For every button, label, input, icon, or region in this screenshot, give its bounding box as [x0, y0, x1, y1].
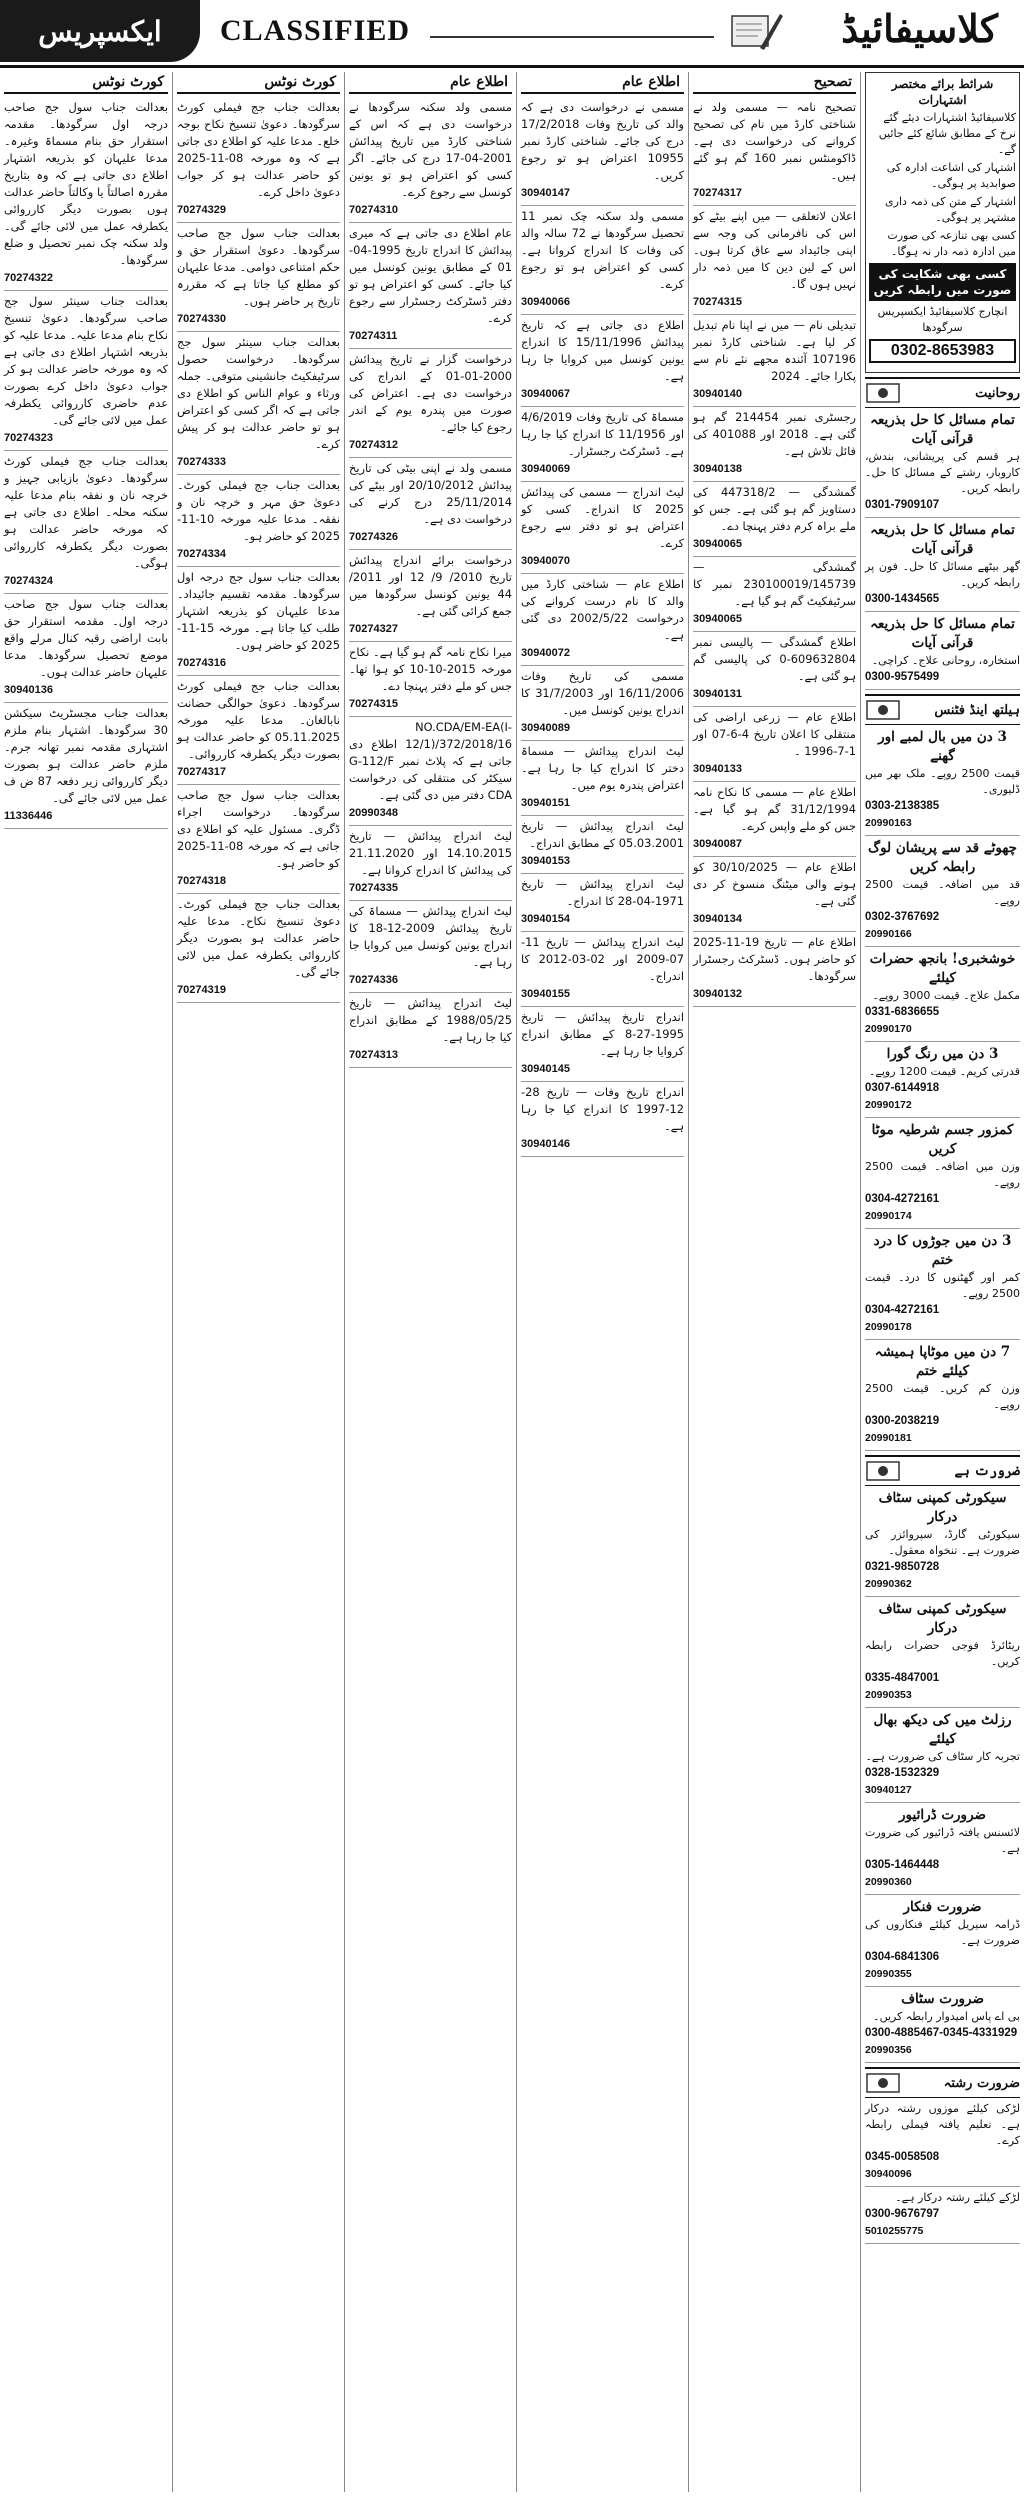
ad-ref-number: 20990170 [865, 1023, 912, 1035]
express-logo: ایکسپریس [0, 0, 200, 62]
notice-ref-number: 20990348 [349, 807, 398, 819]
ad-phone: 0301-7909107 [865, 499, 940, 511]
notice [693, 557, 856, 632]
ad-body: لائسنس یافتہ ڈرائیور کی ضرورت ہے۔ [865, 1826, 1020, 1855]
notice [693, 97, 856, 206]
notice-ref-number: 70274324 [4, 575, 53, 587]
notice [693, 407, 856, 482]
notice [177, 676, 340, 785]
notice-ref-number: 30940131 [693, 688, 742, 700]
notice [349, 97, 512, 223]
notice-ref-number: 30940070 [521, 555, 570, 567]
notice-ref-number: 30940089 [521, 722, 570, 734]
notice [177, 223, 340, 332]
ad-ref-number: 20990166 [865, 928, 912, 940]
classified-ad [865, 1895, 1020, 1987]
notice-text: مسمی نے درخواست دی ہے کہ والد کی تاریخ وفات 17/2/2018 درج کی جائے۔ شناختی کارڈ نمبر 10955 اعتراض ہو تو رجوع کریں۔ [521, 100, 684, 182]
ad-phone: 0300-4885467-0345-4331929 [865, 2027, 1018, 2039]
notice-text: بعدالت جناب سول جج درجہ اول سرگودھا۔ مقدمہ تقسیم جائیداد۔ مدعا علیہان کو بذریعہ اشتہار طلب کیا جاتا ہے۔ مورخہ 15-11-2025 کو حاضر ہوں۔ [177, 570, 340, 652]
notice-ref-number: 70274329 [177, 204, 226, 216]
classified-ad [865, 408, 1020, 518]
ad-body: ڈرامہ سیریل کیلئے فنکاروں کی ضرورت ہے۔ [865, 1918, 1020, 1947]
ad-title: رزلٹ میں کی دیکھ بھال کیلئے [873, 1712, 1012, 1747]
notice [521, 932, 684, 1007]
notice-ref-number: 70274323 [4, 432, 53, 444]
notice [349, 550, 512, 642]
notice-text: مسمی کی تاریخ وفات 16/11/2006 اور 31/7/2003 کا اندراج یونین کونسل میں۔ [521, 669, 684, 717]
ad-phone: 0304-4272161 [865, 1193, 940, 1205]
notice-text: بعدالت جناب سول جج صاحب سرگودھا۔ درخواست اجراء ڈگری۔ مسئول علیہ کو اطلاع دی جاتی ہے کہ مورخہ 08-11-2025 کو حاضر ہو۔ [177, 788, 340, 870]
notice [521, 1007, 684, 1082]
notice-ref-number: 70274334 [177, 548, 226, 560]
ad-body: ریٹائرڈ فوجی حضرات رابطہ کریں۔ [865, 1639, 1020, 1668]
ad-ref-number: 20990178 [865, 1321, 912, 1333]
notice [693, 932, 856, 1007]
ad-phone: 0300-1434565 [865, 593, 940, 605]
rule-item: کسی بھی تنازعہ کی صورت میں ادارہ ذمہ دار نہ ہوگا۔ [887, 229, 1016, 258]
column-header [177, 72, 340, 94]
notice [177, 332, 340, 475]
notice-ref-number: 11336446 [4, 810, 53, 822]
notice-text: بعدالت جناب جج فیملی کورٹ سرگودھا۔ دعویٰ تنسیخ نکاح بوجہ خلع۔ مدعا علیہ کو اطلاع دی جاتی ہے کہ وہ مورخہ 08-11-2025 کو حاضر عدالت ہو کر جواب دعویٰ داخل کرے۔ [177, 100, 340, 199]
classified-ad [865, 836, 1020, 947]
ad-title: ضرورت فنکار [903, 1899, 982, 1915]
notice-text: تبدیلی نام — میں نے اپنا نام تبدیل کر لیا ہے۔ شناختی کارڈ نمبر 107196 آئندہ مجھے نئے نام سے پکارا جائے۔ 2024 [693, 318, 856, 383]
ad-title: خوشخبری! بانجھ حضرات کیلئے [869, 951, 1016, 986]
notice-text: میرا نکاح نامہ گم ہو گیا ہے۔ نکاح مورخہ 2015-10-10 کو ہوا تھا۔ جس کو ملے دفتر پہنچا دے۔ [349, 645, 512, 693]
notice-ref-number: 30940147 [521, 187, 570, 199]
rule-item: اشتہار کی اشاعت ادارہ کی صوابدید پر ہوگی۔ [886, 161, 1016, 190]
notice [693, 782, 856, 857]
ad-phone: 0328-1532329 [865, 1767, 940, 1779]
column-header [521, 72, 684, 94]
category-header [865, 1455, 1020, 1486]
notice-ref-number: 70274316 [177, 657, 226, 669]
rules-title: شرائط برائے مختصر اشتہارات [891, 77, 994, 107]
notice-ref-number: 30940069 [521, 463, 570, 475]
column-court-notices-1 [0, 72, 172, 2492]
notice [349, 642, 512, 717]
notice-ref-number: 30940155 [521, 988, 570, 1000]
ad-title: تمام مسائل کا حل بذریعہ قرآنی آیات [870, 616, 1015, 651]
contact-phone: 0302-8653983 [869, 339, 1016, 363]
notice-text: بعدالت جناب مجسٹریٹ سیکشن 30 سرگودھا۔ اشتہار بنام ملزم اشتہاری مقدمہ نمبر تھانہ جرم۔ ملزم حاضر عدالت ہو بصورت دیگر کارروائی زیر دفعہ 87 ض ف عمل میں لائی جائے گی۔ [4, 706, 168, 805]
category-icon [865, 2071, 901, 2095]
ad-title: ضرورت سٹاف [901, 1991, 984, 2007]
notice-ref-number: 70274310 [349, 204, 398, 216]
notice-text: مسمی ولد سکنہ سرگودھا نے درخواست دی ہے کہ اس کے شناختی کارڈ میں تاریخ پیدائش 2001-04-17 درج کی جائے۔ اگر کسی کو اعتراض ہو تو یونین کونسل سے رجوع کرے۔ [349, 100, 512, 199]
notice [4, 703, 168, 829]
category-title: ضرورت رشتہ [943, 2075, 1020, 2091]
ad-phone: 0305-1464448 [865, 1859, 940, 1871]
notice-ref-number: 30940072 [521, 647, 570, 659]
notice-text: لیٹ اندراج — مسمی کی پیدائش 2025 کا اندراج۔ کسی کو اعتراض ہو تو دفتر سے رجوع کرے۔ [521, 485, 684, 550]
rules-list [869, 110, 1016, 260]
notice [349, 717, 512, 826]
notice [693, 206, 856, 315]
notice-text: مسماۃ کی تاریخ وفات 4/6/2019 اور 11/1956 کا اندراج کیا جا رہا ہے۔ ڈسٹرکٹ رجسٹرار۔ [521, 410, 684, 458]
classified-ad [865, 612, 1020, 690]
ad-phone: 0321-9850728 [865, 1561, 940, 1573]
notice-ref-number: 30940146 [521, 1138, 570, 1150]
notice-ref-number: 70274319 [177, 984, 226, 996]
notice-ref-number: 70274315 [349, 698, 398, 710]
notice-text: تصحیح نامہ — مسمی ولد نے شناختی کارڈ میں نام کی تصحیح کروانے کی درخواست دی ہے۔ ڈاکومنٹس نمبر 160 گم ہو گئے ہیں۔ [693, 100, 856, 182]
ad-phone: 0304-6841306 [865, 1951, 940, 1963]
notice-ref-number: 70274333 [177, 456, 226, 468]
notice-ref-number: 70274326 [349, 531, 398, 543]
ad-body: قد میں اضافہ۔ قیمت 2500 روپے۔ [865, 878, 1020, 907]
column-header-label: کورٹ نوٹس [88, 74, 168, 91]
ad-ref-number: 30940096 [865, 2168, 912, 2180]
ad-body: سیکورٹی گارڈ، سپروائزر کی ضرورت ہے۔ تنخواہ معقول۔ [865, 1528, 1020, 1557]
notice [4, 451, 168, 594]
notice-ref-number: 30940138 [693, 463, 742, 475]
classified-ad [865, 1597, 1020, 1708]
notice [349, 349, 512, 458]
masthead-divider [430, 36, 714, 38]
notice-text: NO.CDA/EM-EA(I-12/1)/372/2018/16 اطلاع دی جاتی ہے کہ پلاٹ نمبر G-112/F سیکٹر کی منتقلی کی درخواست CDA دفتر میں دی گئی ہے۔ [349, 720, 512, 802]
ad-body: وزن کم کریں۔ قیمت 2500 روپے۔ [865, 1382, 1020, 1411]
notice-ref-number: 70274313 [349, 1049, 398, 1061]
notice-text: درخواست گزار نے تاریخ پیدائش 2000-01-01 کے اندراج کی درخواست دی ہے۔ اعتراض کی صورت میں پندرہ یوم کے اندر رجوع کیا جائے۔ [349, 352, 512, 434]
notice [521, 816, 684, 874]
ad-phone: 0304-4272161 [865, 1304, 940, 1316]
complaint-banner: کسی بھی شکایت کی صورت میں رابطہ کریں [869, 263, 1016, 301]
rule-item: کلاسیفائیڈ اشتہارات دیئے گئے نرخ کے مطابق شائع کئے جائیں گے۔ [878, 111, 1016, 156]
notice [349, 826, 512, 901]
classified-ad [865, 2098, 1020, 2187]
category-title: روحانیت [975, 385, 1020, 401]
ad-title: چھوٹے قد سے پریشان لوگ رابطہ کریں [868, 840, 1017, 875]
column-header-label: تصحیح [810, 74, 856, 91]
notice-text: گمشدگی — 447318/2 کی دستاویز گم ہو گئی ہے۔ جس کو ملے براہ کرم دفتر پہنچا دے۔ [693, 485, 856, 533]
contact-label: انچارج کلاسیفائیڈ ایکسپریس سرگودھا [877, 305, 1008, 334]
ad-title: 3 دن میں جوڑوں کا درد ختم [873, 1233, 1012, 1268]
notice [693, 857, 856, 932]
notice-text: اطلاع دی جاتی ہے کہ تاریخ پیدائش 15/11/1996 کا اندراج یونین کونسل میں کروایا جا رہا ہے۔ [521, 318, 684, 383]
notice [693, 482, 856, 557]
notice-text: لیٹ اندراج پیدائش — تاریخ 14.10.2015 اور 21.11.2020 کی پیدائش کا اندراج کروانا ہے۔ [349, 829, 512, 877]
column-public-notices-1 [344, 72, 516, 2492]
notice-ref-number: 30940132 [693, 988, 742, 1000]
notice-ref-number: 30940145 [521, 1063, 570, 1075]
ad-phone: 0300-2038219 [865, 1415, 940, 1427]
ad-title: تمام مسائل کا حل بذریعہ قرآنی آیات [870, 522, 1015, 557]
notice-text: اطلاع گمشدگی — پالیسی نمبر 609632804-0 کی پالیسی گم ہو گئی ہے۔ [693, 635, 856, 683]
notice-ref-number: 70274317 [693, 187, 742, 199]
ad-ref-number: 5010255775 [865, 2225, 924, 2237]
notice-ref-number: 70274335 [349, 882, 398, 894]
notice-text: بعدالت جناب جج فیملی کورٹ۔ دعویٰ تنسیخ نکاح۔ مدعا علیہ حاضر عدالت ہو بصورت دیگر کارروائی یکطرفہ عمل میں لائی جائے گی۔ [177, 897, 340, 979]
notice [521, 666, 684, 741]
notice [349, 901, 512, 993]
category-icon [865, 698, 901, 722]
notice [4, 97, 168, 291]
ad-categories [865, 377, 1020, 2244]
ad-title: 3 دن میں رنگ گورا [886, 1046, 999, 1062]
notice-ref-number: 30940153 [521, 855, 570, 867]
ad-ref-number: 20990362 [865, 1578, 912, 1590]
category-header [865, 377, 1020, 408]
notice-ref-number: 70274318 [177, 875, 226, 887]
category-icon [865, 381, 901, 405]
notice-text: لیٹ اندراج پیدائش — مسماۃ دختر کا اندراج کیا جا رہا ہے۔ اعتراض پندرہ یوم میں۔ [521, 744, 684, 792]
ad-title: کمزور جسم شرطیہ موٹا کریں [871, 1122, 1014, 1157]
classified-ad [865, 1340, 1020, 1451]
notice-text: بعدالت جناب سول جج صاحب درجہ اول۔ مقدمہ استقرار حق بابت اراضی رقبہ کنال مرلے واقع موضع تحصیل سرگودھا۔ مدعا علیہان حاضر عدالت ہوں۔ [4, 597, 168, 679]
notice-ref-number: 30940087 [693, 838, 742, 850]
notice-text: اطلاع عام — زرعی اراضی کی منتقلی کا اعلان تاریخ 4-6-07 اور 1-7-1996 ۔ [693, 710, 856, 758]
notice [349, 993, 512, 1068]
category-title: ضرورت ہے [954, 1463, 1020, 1479]
ad-body: گھر بیٹھے مسائل کا حل۔ فون پر رابطہ کریں۔ [865, 560, 1020, 589]
ad-title: سیکورٹی کمپنی سٹاف درکار [878, 1601, 1007, 1636]
notice-ref-number: 70274327 [349, 623, 398, 635]
ad-phone: 0307-6144918 [865, 1082, 940, 1094]
ad-body: قیمت 2500 روپے۔ ملک بھر میں ڈلیوری۔ [865, 767, 1020, 796]
ad-body: وزن میں اضافہ۔ قیمت 2500 روپے۔ [865, 1160, 1020, 1189]
column-header [693, 72, 856, 94]
notice [177, 785, 340, 894]
notice-text: بعدالت جناب سول جج صاحب درجہ اول سرگودھا۔ مقدمہ استقرار حق بنام مسماۃ وغیرہ۔ مدعا علیہان کو بذریعہ اشتہار اطلاع دی جاتی ہے کہ وہ بتاریخ مقررہ اصالتاً یا وکالتاً حاضر عدالت ہوں بصورت دیگر کارروائی یکطرفہ عمل میں لائی جائے گی۔ ولد سکنہ چک نمبر تحصیل و ضلع سرگودھا۔ [4, 100, 168, 267]
notice-text: بعدالت جناب سینئر سول جج صاحب سرگودھا۔ دعویٰ تنسیخ نکاح بنام مدعا علیہ۔ مدعا علیہ کو بذریعہ اشتہار اطلاع دی جاتی ہے کہ وہ مورخہ حاضر عدالت ہو کر جواب دعویٰ داخل کرے بصورت عدم حاضری کارروائی یکطرفہ عمل میں لائی جائے گی۔ [4, 294, 168, 427]
notice [177, 567, 340, 676]
notice-ref-number: 30940065 [693, 538, 742, 550]
classified-ad [865, 1803, 1020, 1895]
notice-text: اطلاع عام — 30/10/2025 کو ہونے والی میٹنگ منسوخ کر دی گئی ہے۔ [693, 860, 856, 908]
notice-ref-number: 30940134 [693, 913, 742, 925]
notice-ref-number: 70274322 [4, 272, 53, 284]
category-header [865, 2067, 1020, 2098]
rules-box [865, 72, 1020, 373]
notice-ref-number: 70274315 [693, 296, 742, 308]
notice [521, 482, 684, 574]
notice [693, 707, 856, 782]
classified-ad [865, 2187, 1020, 2244]
notice-text: عام اطلاع دی جاتی ہے کہ میری پیدائش کا اندراج تاریخ 1995-04-01 کے مطابق یونین کونسل میں کیا جائے۔ کسی کو اعتراض ہو تو دفتر ڈسٹرکٹ رجسٹرار سے رجوع کرے۔ [349, 226, 512, 325]
notice [693, 315, 856, 407]
notice [177, 894, 340, 1003]
notice-text: لیٹ اندراج پیدائش — مسماۃ کی تاریخ پیدائش 2009-12-18 کا اندراج یونین کونسل میں کروایا جا رہا ہے۔ [349, 904, 513, 969]
ad-body: بی اے پاس امیدوار رابطہ کریں۔ [873, 2010, 1020, 2023]
ad-body: قدرتی کریم۔ قیمت 1200 روپے۔ [868, 1065, 1020, 1078]
ad-phone: 0303-2138385 [865, 800, 940, 812]
ad-phone: 0331-6836655 [865, 1006, 940, 1018]
notice-ref-number: 30940067 [521, 388, 570, 400]
ad-ref-number: 20990355 [865, 1968, 912, 1980]
notice-text: اطلاع عام — مسمی کا نکاح نامہ 31/12/1994 گم ہو گیا ہے۔ جس کو ملے واپس کرے۔ [693, 785, 856, 833]
notice [521, 97, 684, 206]
notice [521, 206, 684, 315]
ad-ref-number: 20990356 [865, 2044, 912, 2056]
rule-item: اشتہار کے متن کی ذمہ داری مشتہر پر ہوگی۔ [885, 195, 1016, 224]
classified-ad [865, 1708, 1020, 1803]
masthead [0, 0, 1024, 68]
column-corrections [688, 72, 860, 2492]
ad-title: ضرورت ڈرائیور [899, 1807, 986, 1823]
column-header-label: اطلاع عام [446, 74, 512, 91]
notice-ref-number: 30940154 [521, 913, 570, 925]
ad-body: لڑکی کیلئے موزوں رشتہ درکار ہے۔ تعلیم یافتہ فیملی رابطہ کرے۔ [865, 2102, 1020, 2147]
ad-body: کمر اور گھٹنوں کا درد۔ قیمت 2500 روپے۔ [865, 1271, 1020, 1300]
classified-ad [865, 1987, 1020, 2063]
category-icon [865, 1459, 901, 1483]
notice [177, 97, 340, 223]
ad-phone: 0302-3767692 [865, 911, 940, 923]
notice-ref-number: 70274312 [349, 439, 398, 451]
column-ads [860, 72, 1024, 2492]
ad-ref-number: 20990353 [865, 1689, 912, 1701]
notice [521, 407, 684, 482]
notice [521, 874, 684, 932]
notice-ref-number: 70274336 [349, 974, 398, 986]
ad-body: لڑکے کیلئے رشتہ درکار ہے۔ [895, 2191, 1020, 2204]
notice-ref-number: 30940133 [693, 763, 742, 775]
notice [4, 291, 168, 451]
notice-text: اطلاع عام — تاریخ 19-11-2025 کو حاضر ہوں۔ ڈسٹرکٹ رجسٹرار سرگودھا۔ [693, 935, 856, 983]
ad-phone: 0335-4847001 [865, 1672, 940, 1684]
notice-text: بعدالت جناب سول جج صاحب سرگودھا۔ دعویٰ استقرار حق و حکم امتناعی دوامی۔ مدعا علیہان کو مطلع کیا جاتا ہے کہ مقررہ تاریخ پر حاضر ہوں۔ [177, 226, 340, 308]
column-public-notices-2 [516, 72, 688, 2492]
notice-text: بعدالت جناب جج فیملی کورٹ سرگودھا۔ دعویٰ حوالگی حضانت نابالغان۔ مدعا علیہ مورخہ 05.11.2025 کو حاضر عدالت ہو بصورت دیگر یکطرفہ کارروائی۔ [177, 679, 340, 761]
notice-text: رجسٹری نمبر 214454 گم ہو گئی ہے۔ 2018 اور 401088 کی فائل تلاش ہے۔ [693, 410, 856, 458]
ad-ref-number: 20990181 [865, 1432, 912, 1444]
ad-ref-number: 20990360 [865, 1876, 912, 1888]
notice-text: بعدالت جناب سینئر سول جج سرگودھا۔ درخواست حصول سرٹیفکیٹ جانشینی متوفی۔ جملہ ورثاء و عوام الناس کو اطلاع دی جاتی ہے کہ اگر کسی کو اعتراض ہو تو حاضر عدالت ہو کر پیش کرے۔ [177, 335, 340, 451]
notice-text: گمشدگی — 230100019/145739 نمبر کا سرٹیفکیٹ گم ہو گیا ہے۔ [693, 560, 856, 608]
notice [4, 594, 168, 703]
notice-text: اندراج تاریخ وفات — تاریخ 28-12-1997 کا اندراج کیا جا رہا ہے۔ [521, 1085, 684, 1133]
classified-ad [865, 1042, 1020, 1118]
notice-text: اعلان لاتعلقی — میں اپنے بیٹے کو اس کی نافرمانی کی وجہ سے اپنی جائیداد سے عاق کرتا ہوں۔ اس کے لین دین کا میں ذمہ دار نہیں ہوں گا۔ [693, 209, 856, 291]
classified-ad [865, 1486, 1020, 1597]
notice [349, 458, 512, 550]
notice-text: مسمی ولد نے اپنی بیٹی کی تاریخ پیدائش 20/10/2012 اور بیٹے کی 25/11/2014 درج کرنے کی درخواست دی ہے۔ [349, 461, 512, 526]
notice-text: درخواست برائے اندراج پیدائش تاریخ 2010/ 9/ 12 اور 2011/ 44 یونین کونسل سرگودھا میں جمع کرائی گئی ہے۔ [349, 553, 512, 618]
classified-title-ur: کلاسیفائیڈ [841, 6, 998, 51]
ad-ref-number: 20990163 [865, 817, 912, 829]
ad-phone: 0345-0058508 [865, 2151, 940, 2163]
notice-ref-number: 70274330 [177, 313, 226, 325]
notice-text: اطلاع عام — شناختی کارڈ میں والد کا نام درست کروانے کی درخواست 2002/5/22 دی گئی ہے۔ [521, 577, 685, 642]
notice-text: لیٹ اندراج پیدائش — تاریخ 1988/05/25 کے مطابق اندراج کیا جا رہا ہے۔ [349, 996, 512, 1044]
ad-ref-number: 20990172 [865, 1099, 912, 1111]
notice-text: مسمی ولد سکنہ چک نمبر 11 تحصیل سرگودھا نے 72 سالہ والد کی وفات کا اندراج کروانا ہے۔ کسی کو اعتراض ہو تو رجوع کرے۔ [521, 209, 684, 291]
notice-ref-number: 30940140 [693, 388, 742, 400]
notice-ref-number: 30940136 [4, 684, 53, 696]
classified-title-en: CLASSIFIED [220, 14, 411, 47]
ad-body: ہر قسم کی پریشانی، بندش، کاروبار، رشتے کے مسائل کا حل۔ رابطہ کریں۔ [865, 450, 1020, 495]
notice [177, 475, 340, 567]
ad-phone: 0300-9676797 [865, 2208, 940, 2220]
ad-title: 7 دن میں موٹاپا ہمیشہ کیلئے ختم [874, 1344, 1011, 1379]
notice-ref-number: 30940065 [693, 613, 742, 625]
column-header-label: اطلاع عام [618, 74, 684, 91]
notice-text: اندراج تاریخ پیدائش — تاریخ 1995-27-8 کے مطابق اندراج کروایا جا رہا ہے۔ [521, 1010, 684, 1058]
ad-title: 3 دن میں بال لمبے اور گھنے [878, 729, 1007, 764]
ad-body: تجربہ کار سٹاف کی ضرورت ہے۔ [865, 1750, 1020, 1763]
classified-ad [865, 1229, 1020, 1340]
notice [349, 223, 512, 349]
notice-ref-number: 70274317 [177, 766, 226, 778]
column-header [4, 72, 168, 94]
ad-ref-number: 20990174 [865, 1210, 912, 1222]
category-header [865, 694, 1020, 725]
notice-text: بعدالت جناب جج فیملی کورٹ۔ دعویٰ حق مہر و خرچہ نان و نفقہ۔ مدعا علیہ مورخہ 10-11-2025 کو حاضر ہو۔ [177, 478, 340, 543]
notice-ref-number: 30940151 [521, 797, 570, 809]
notice [521, 1082, 684, 1157]
ad-body: مکمل علاج۔ قیمت 3000 روپے۔ [872, 989, 1020, 1002]
classified-ad [865, 518, 1020, 612]
column-court-notices-2 [172, 72, 344, 2492]
classified-ad [865, 1118, 1020, 1229]
ad-title: سیکورٹی کمپنی سٹاف درکار [878, 1490, 1007, 1525]
ad-title: تمام مسائل کا حل بذریعہ قرآنی آیات [870, 412, 1015, 447]
ad-phone: 0300-9575499 [865, 671, 940, 683]
notice-ref-number: 70274311 [349, 330, 398, 342]
notice [521, 574, 684, 666]
column-header-label: کورٹ نوٹس [260, 74, 340, 91]
notice-text: لیٹ اندراج پیدائش — تاریخ 11-07-2009 اور 02-03-2012 کا اندراج۔ [521, 935, 684, 983]
column-header [349, 72, 512, 94]
classified-ad [865, 725, 1020, 836]
notice [693, 632, 856, 707]
category-title: ہیلتھ اینڈ فٹنس [934, 702, 1020, 718]
pen-icon [730, 8, 784, 56]
notice-text: لیٹ اندراج پیدائش — تاریخ 1971-04-28 کا اندراج۔ [521, 877, 684, 908]
notice [521, 315, 684, 407]
notice-text: لیٹ اندراج پیدائش — تاریخ 05.03.2001 کے مطابق اندراج۔ [521, 819, 684, 850]
notice [521, 741, 684, 816]
classified-ad [865, 947, 1020, 1042]
ad-ref-number: 30940127 [865, 1784, 912, 1796]
notice-text: بعدالت جناب جج فیملی کورٹ سرگودھا۔ دعویٰ بازیابی جہیز و خرچہ نان و نفقہ بنام مدعا علیہ سکنہ محلہ۔ اطلاع دی جاتی ہے کہ مورخہ حاضر عدالت ہو بصورت دیگر یکطرفہ کارروائی ہوگی۔ [4, 454, 168, 570]
notice-ref-number: 30940066 [521, 296, 570, 308]
ad-body: استخارہ، روحانی علاج۔ کراچی۔ [871, 654, 1020, 667]
